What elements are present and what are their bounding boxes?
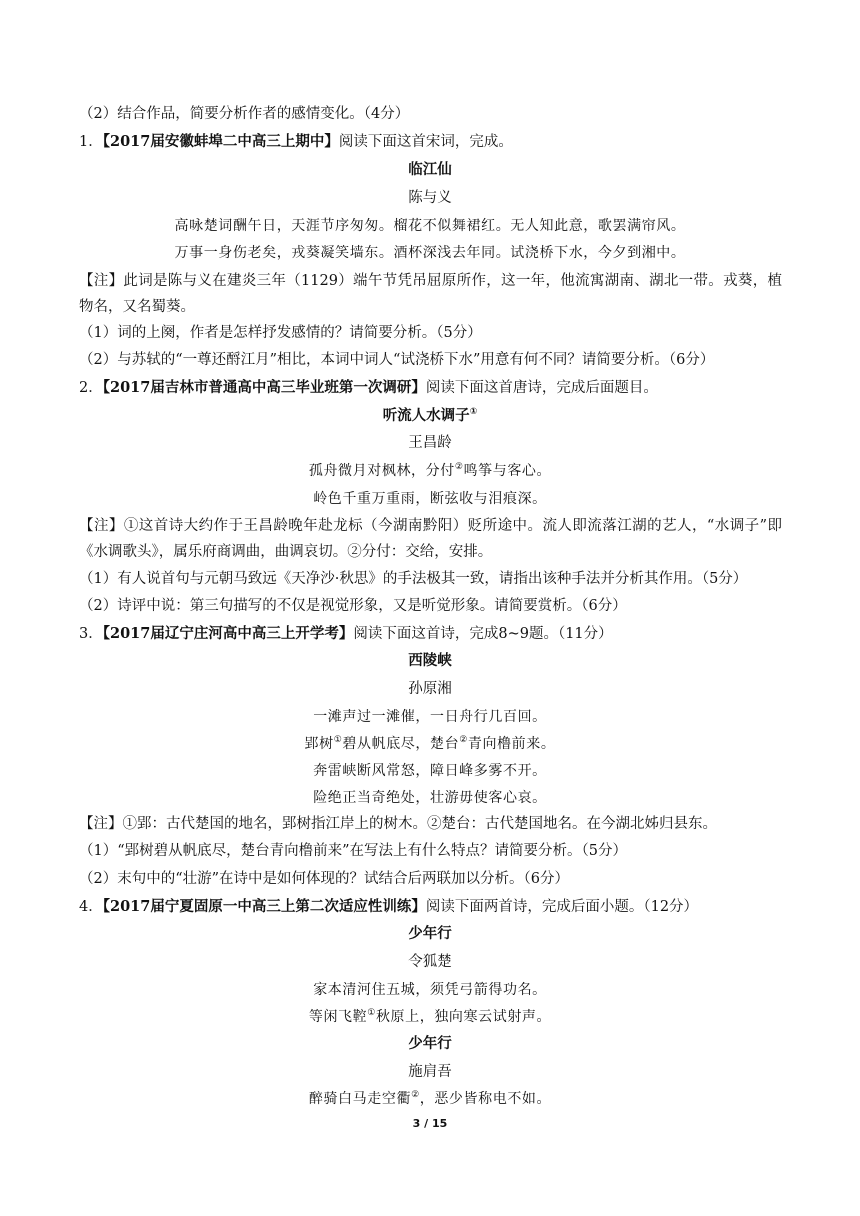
footnote-marker: ② [411,1090,420,1100]
poem-2-title: 听流人水调子① [382,407,478,424]
question-4-number: 4． [79,899,103,915]
poem-1-title: 临江仙 [408,162,452,178]
poem-1-note: 【注】此词是陈与义在建炎三年（1129）端午节凭吊屈原所作，这一年，他流寓湖南、湖北一带。戎葵，植物名，又名蜀葵。 [79,273,782,315]
poem-2-line-1: 孤舟微月对枫林，分付②鸣筝与客心。 [308,462,552,479]
question-4-source: 【2017届宁夏固原一中高三上第二次适应性训练】 [102,898,426,915]
question-1-source: 【2017届安徽蚌埠二中高三上期中】 [102,133,339,150]
question-3-part-2: （2）末句中的“壮游”在诗中是如何体现的？试结合后两联加以分析。（6分） [79,871,570,887]
question-2-part-1: （1）有人说首句与元朝马致远《天净沙·秋思》的手法极其一致，请指出该种手法并分析其作用。（5分） [79,571,748,587]
footnote-marker: ② [454,462,464,472]
footnote-marker: ① [367,1008,376,1018]
poem-3-line-2: 郢树①碧从帆底尽，楚台②青向橹前来。 [304,735,556,752]
footnote-marker: ② [459,735,468,745]
poem-2-author: 王昌龄 [408,435,452,451]
question-1-number: 1． [79,134,103,150]
poem-5-author: 施肩吾 [408,1064,452,1080]
footnote-marker: ① [333,735,343,745]
poem-4-title: 少年行 [408,926,452,942]
poem-3-title: 西陵峡 [408,653,452,669]
poem-3-author: 孙原湘 [408,681,452,697]
poem-5-title: 少年行 [408,1036,452,1052]
poem-2-line-2: 岭色千重万重雨，断弦收与泪痕深。 [313,491,547,507]
question-3-instruction: 阅读下面这首诗，完成8~9题。（11分） [353,626,613,642]
poem-4-author: 令狐楚 [408,954,452,970]
poem-1-line-1: 高咏楚词酬午日，天涯节序匆匆。榴花不似舞裙红。无人知此意，歌罢满帘风。 [174,218,686,234]
page-number: 3 / 15 [412,1117,448,1130]
poem-1-line-2: 万事一身伤老矣，戎葵凝笑墙东。酒杯深浅去年同。试浇桥下水，今夕到湘中。 [174,245,686,261]
poem-3-line-4: 险绝正当奇绝处，壮游毋使客心哀。 [313,790,547,806]
question-1-part-1: （1）词的上阕，作者是怎样抒发感情的？请简要分析。（5分） [79,325,482,341]
question-1-part-2: （2）与苏轼的“一尊还酹江月”相比，本词中词人“试浇桥下水”用意有何不同？请简要分析。（6分） [79,352,715,368]
question-2-heading [79,378,782,398]
question-4-heading [79,897,782,917]
question-1-heading [79,132,782,152]
poem-3-line-3: 奔雷峡断风常怒，障日峰多雾不开。 [313,763,547,779]
question-2-part-2: （2）诗评中说：第三句描写的不仅是视觉形象，又是听觉形象。请简要赏析。（6分） [79,598,627,614]
poem-5-line-1: 醉骑白马走空衢②，恶少皆称电不如。 [308,1090,552,1107]
poem-3-line-1: 一滩声过一滩催，一日舟行几百回。 [313,709,547,725]
poem-4-line-1: 家本清河住五城，须凭弓箭得功名。 [313,982,547,998]
poem-1-author: 陈与义 [408,190,452,206]
question-4-instruction: 阅读下面两首诗，完成后面小题。（12分） [425,899,699,915]
poem-4-line-2: 等闲飞鞚①秋原上，独向寒云试射声。 [308,1008,552,1025]
question-2-instruction: 阅读下面这首唐诗，完成后面题目。 [425,380,658,396]
question-prev-2: （2）结合作品，简要分析作者的感情变化。（4分） [79,106,410,122]
question-1-instruction: 阅读下面这首宋词，完成。 [338,134,513,150]
poem-2-note: 【注】①这首诗大约作于王昌龄晚年赴龙标（今湖南黔阳）贬所途中。流人即流落江湖的艺人，“水调子”即《水调歌头》，属乐府商调曲，曲调哀切。②分付：交给，安排。 [79,518,782,560]
question-3-heading [79,624,782,644]
footnote-marker: ① [469,407,478,417]
question-2-number: 2． [79,380,103,396]
question-3-source: 【2017届辽宁庄河高中高三上开学考】 [102,625,354,642]
question-3-number: 3． [79,626,103,642]
question-3-part-1: （1）“郢树碧从帆底尽，楚台青向橹前来”在写法上有什么特点？请简要分析。（5分） [79,843,628,859]
poem-3-note: 【注】①郢：古代楚国的地名，郢树指江岸上的树木。②楚台：古代楚国地名。在今湖北姊归县东。 [79,816,717,832]
question-2-source: 【2017届吉林市普通高中高三毕业班第一次调研】 [102,379,426,396]
